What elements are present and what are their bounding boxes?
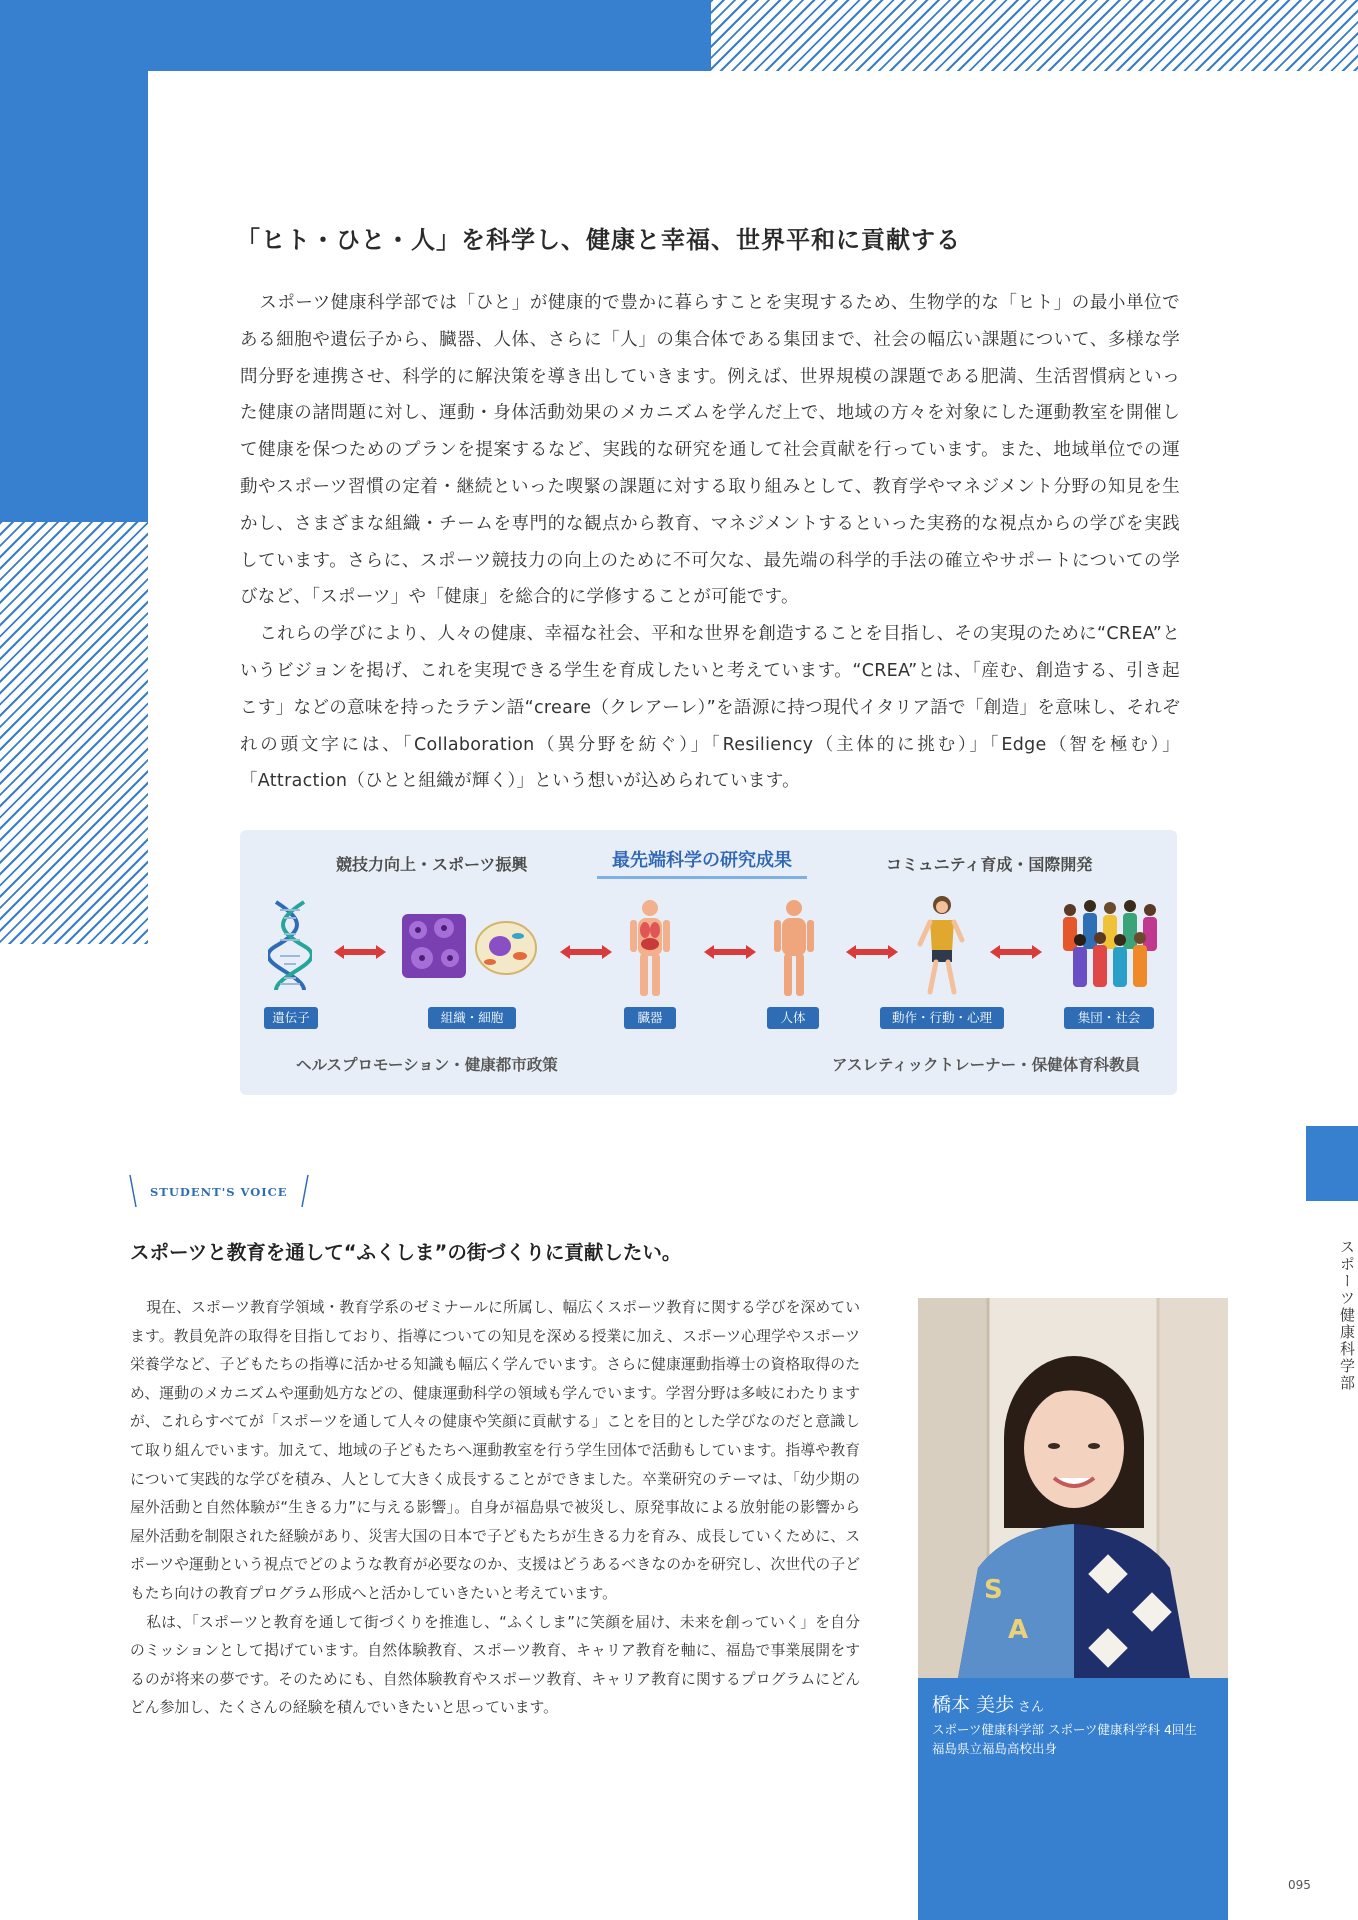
students-voice-label: STUDENT'S VOICE <box>150 1185 288 1199</box>
label-group-society: 集団・社会 <box>1064 1007 1154 1029</box>
side-index-tab <box>1306 1126 1358 1201</box>
arrow-icon <box>846 944 898 960</box>
svg-text:A: A <box>1008 1615 1029 1645</box>
tissue-cell-icon <box>400 912 540 980</box>
diagram-heading-left: 競技力向上・スポーツ振興 <box>336 855 528 874</box>
voice-paragraph-2: 私は、「スポーツと教育を通して街づくりを推進し、“ふくしま”に笑顔を届け、未来を創っていく」を自分のミッションとして掲げています。自然体験教育、スポーツ教育、キャリア教育を軸に、福島で事業展開をするのが将来の夢です。そのためにも、自然体験教育やスポーツ教育、キャリア教育に関するプログラムにどんどん参加し、たくさんの経験を積んでいきたいと思っています。 <box>130 1613 860 1717</box>
arrow-icon <box>560 944 612 960</box>
diagram-heading-right: コミュニティ育成・国際開発 <box>886 855 1093 874</box>
article-title: 「ヒト・ひと・人」を科学し、健康と幸福、世界平和に貢献する <box>236 226 961 254</box>
arrow-icon <box>334 944 386 960</box>
decorative-blue-block-top <box>148 0 711 71</box>
human-body-icon <box>770 898 818 998</box>
crowd-icon <box>1058 896 1162 1000</box>
diagram-footer-left: ヘルスプロモーション・健康都市政策 <box>296 1056 558 1074</box>
label-action-behavior-mind: 動作・行動・心理 <box>880 1007 1004 1029</box>
label-gene: 遺伝子 <box>264 1007 318 1029</box>
students-voice-tag <box>128 1173 310 1209</box>
student-faculty: スポーツ健康科学部 スポーツ健康科学科 4回生 <box>932 1722 1197 1737</box>
voice-body <box>130 1294 860 1723</box>
student-name-text: 橋本 美歩 <box>932 1694 1015 1716</box>
article-paragraph-2: これらの学びにより、人々の健康、幸福な社会、平和な世界を創造することを目指し、その実現のために“CREA”というビジョンを掲げ、これを実現できる学生を育成したいと考えています。“CREA”とは、「産む、創造する、引き起こす」などの意味を持ったラテン語“creare（クレアーレ）”を語源に持つ現代イタリア語で「創造」を意味し、それぞれの頭文字には、「Collaboration（異分野を紡ぐ）」「Resiliency（主体的に挑む）」「Edge（智を極む）」「Attraction（ひとと組織が輝く）」という想いが込められています。 <box>240 624 1180 792</box>
arrow-icon <box>990 944 1042 960</box>
label-human-body: 人体 <box>767 1007 819 1029</box>
voice-title: スポーツと教育を通して“ふくしま”の街づくりに貢献したい。 <box>130 1241 682 1264</box>
svg-text:S: S <box>984 1575 1003 1605</box>
student-name <box>932 1690 1044 1717</box>
diagram-heading-center: 最先端科学の研究成果 <box>597 846 807 879</box>
arrow-icon <box>704 944 756 960</box>
voice-paragraph-1: 現在、スポーツ教育学領域・教育学系のゼミナールに所属し、幅広くスポーツ教育に関する学びを深めています。教員免許の取得を目指しており、指導についての知見を深める授業に加え、スポーツ心理学やスポーツ栄養学など、子どもたちの指導に活かせる知識も幅広く学んでいます。さらに健康運動指導士の資格取得のため、運動のメカニズムや運動処方などの、健康運動科学の領域も学んでいます。学習分野は多岐にわたりますが、これらすべてが「スポーツを通して人々の健康や笑顔に貢献する」ことを目的とした学びなのだと意識して取り組んでいます。加えて、地域の子どもたちへ運動教室を行う学生団体で活動もしています。指導や教育について実践的な学びを積み、人として大きく成長することができました。卒業研究のテーマは、「幼少期の屋外活動と自然体験が“生きる力”に与える影響」。自身が福島県で被災し、原発事故による放射能の影響から屋外活動を制限された経験があり、災害大国の日本で子どもたちが生きる力を育み、成長していくために、スポーツや運動という視点でどのような教育が必要なのか、支援はどうあるべきなのかを研究し、次世代の子どもたち向けの教育プログラム形成へと活かしていきたいと考えています。 <box>130 1299 860 1602</box>
student-school: 福島県立福島高校出身 <box>932 1741 1058 1756</box>
dna-icon <box>268 900 312 992</box>
decorative-stripes-left <box>0 522 148 944</box>
organs-icon <box>626 898 674 998</box>
student-photo <box>918 1298 1228 1678</box>
diagram-footer-right: アスレティックトレーナー・保健体育科教員 <box>832 1056 1141 1074</box>
label-tissue-cell: 組織・細胞 <box>428 1007 516 1029</box>
article-paragraph-1: スポーツ健康科学部では「ひと」が健康的で豊かに暮らすことを実現するため、生物学的な「ヒト」の最小単位である細胞や遺伝子から、臓器、人体、さらに「人」の集合体である集団まで、社会の幅広い課題について、多様な学問分野を連携させ、科学的に解決策を導き出していきます。例えば、世界規模の課題である肥満、生活習慣病といった健康の諸問題に対し、運動・身体活動効果のメカニズムを学んだ上で、地域の方々を対象にした運動教室を開催して健康を保つためのプランを提案するなど、実践的な研究を通して社会貢献を行っています。また、地域単位での運動やスポーツ習慣の定着・継続といった喫緊の課題に対する取り組みとして、教育学やマネジメント分野の知見を生かし、さまざまな組織・チームを専門的な観点から教育、マネジメントするといった実務的な視点からの学びを実践しています。さらに、スポーツ競技力の向上のために不可欠な、最先端の科学的手法の確立やサポートについての学びなど、「スポーツ」や「健康」を総合的に学修することが可能です。 <box>240 293 1180 608</box>
person-action-icon <box>914 894 970 998</box>
article-body <box>240 285 1180 800</box>
page-number: 095 <box>1288 1878 1311 1892</box>
student-info <box>932 1720 1197 1758</box>
research-diagram <box>240 830 1177 1095</box>
decorative-blue-block-left <box>0 0 148 522</box>
side-index-label: スポーツ健康科学部 <box>1338 1238 1356 1392</box>
label-organs: 臓器 <box>624 1007 676 1029</box>
student-honorific: さん <box>1018 1700 1045 1715</box>
student-profile-card <box>918 1298 1228 1920</box>
decorative-stripes-top <box>711 0 1358 71</box>
